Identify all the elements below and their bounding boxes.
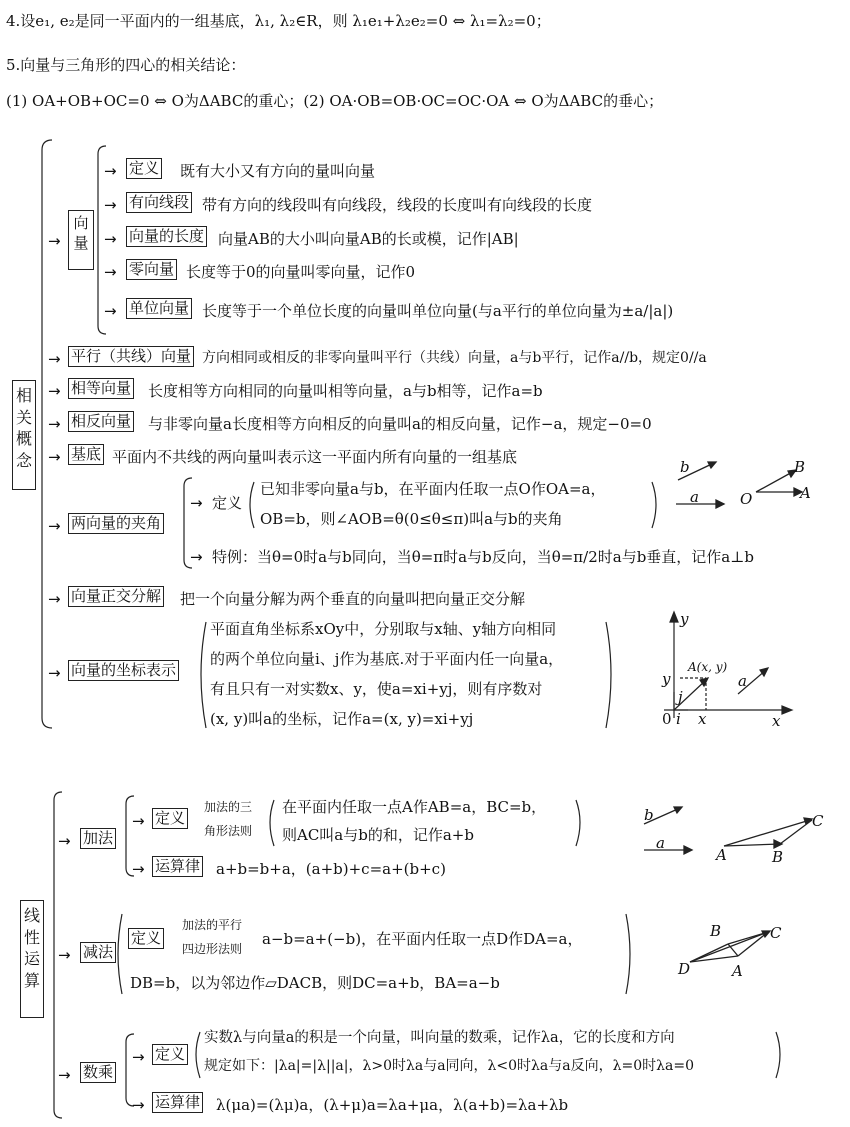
arrow-icon: →: [190, 494, 203, 512]
box-unit-vector: 单位向量: [126, 298, 192, 319]
coord-line1: 平面直角坐标系xOy中，分别取与x轴、y轴方向相同: [210, 620, 557, 638]
arrow-icon: →: [132, 1048, 145, 1066]
fig-coord-origin: 0: [662, 710, 672, 728]
fig-add-A: A: [716, 846, 727, 864]
box-coordinate: 向量的坐标表示: [68, 660, 179, 681]
add-line2: 则AC叫a与b的和，记作a+b: [282, 826, 474, 844]
paren-sub-right: [626, 914, 630, 994]
arrow-icon: →: [132, 812, 145, 830]
arrow-icon: →: [104, 263, 117, 281]
box-zero-vector: 零向量: [126, 259, 177, 280]
paren-sub-left: [118, 914, 122, 994]
mul-law: λ(μa)=(λμ)a，(λ+μ)a=λa+μa，λ(a+b)=λa+λb: [216, 1096, 569, 1114]
fig-coord-j: j: [678, 688, 683, 706]
box-opposite-vector: 相反向量: [68, 411, 134, 432]
paren-angle-right: [652, 482, 656, 528]
fig-angle-b: b: [680, 458, 690, 476]
fig-coord-point-A: A(x, y): [688, 660, 728, 674]
box-directed-segment: 有向线段: [126, 192, 192, 213]
sub-line1: a−b=a+(−b)，在平面内任取一点D作DA=a，: [262, 930, 583, 948]
box-vector-length: 向量的长度: [126, 226, 207, 247]
fig-angle-B: B: [794, 458, 806, 476]
text-vector-length: 向量AB的大小叫向量AB的长或模，记作|AB|: [218, 230, 519, 248]
arrow-icon: →: [48, 350, 61, 368]
fig-add-a: a: [656, 834, 665, 852]
figure-sub: [690, 931, 770, 962]
text-basis: 平面内不共线的两向量叫表示这一平面内所有向量的一组基底: [112, 448, 518, 466]
fig-add-B: B: [772, 848, 784, 866]
text-opposite-vector: 与非零向量a长度相等方向相反的向量叫a的相反向量，记作−a，规定−0=0: [148, 415, 652, 433]
fig-sub-B: B: [710, 922, 722, 940]
arrow-icon: →: [132, 860, 145, 878]
arrow-icon: →: [48, 448, 61, 466]
box-mul-def: 定义: [152, 1044, 188, 1065]
paren-coord-right: [606, 622, 611, 728]
angle-def-line2: OB=b，则∠AOB=θ(0≤θ≤π)叫a与b的夹角: [260, 510, 563, 528]
arrow-icon: →: [104, 302, 117, 320]
arrow-icon: →: [48, 382, 61, 400]
related-concepts-title: 相关概念: [12, 380, 36, 490]
fig-coord-a: a: [738, 672, 747, 690]
brace-related-concepts: [42, 140, 52, 728]
box-scalar-mult: 数乘: [80, 1062, 116, 1083]
arrow-icon: →: [48, 664, 61, 682]
box-angle: 两向量的夹角: [68, 513, 164, 534]
paren-add-left: [270, 800, 274, 846]
arrow-icon: →: [104, 230, 117, 248]
mul-line1: 实数λ与向量a的积是一个向量，叫向量的数乘，记作λa，它的长度和方向: [204, 1030, 675, 1046]
coord-line4: (x, y)叫a的坐标，记作a=(x, y)=xi+yj: [210, 710, 474, 728]
intro-line-6: (1) OA+OB+OC=0 ⇔ O为ΔABC的重心；(2) OA·OB=OB·OC=OC·OA ⇔ O为ΔABC的垂心；: [6, 92, 664, 110]
box-parallel-vector: 平行（共线）向量: [68, 346, 194, 367]
fig-angle-a: a: [690, 488, 699, 506]
coord-line3: 有且只有一对实数x、y，使a=xi+yj，则有序数对: [210, 680, 543, 698]
text-unit-vector: 长度等于一个单位长度的向量叫单位向量(与a平行的单位向量为±a/|a|): [202, 302, 674, 320]
text-definition: 既有大小又有方向的量叫向量: [180, 162, 376, 180]
intro-line-4: 4.设e₁, e₂是同一平面内的一组基底，λ₁, λ₂∈R，则 λ₁e₁+λ₂e₂=0 ⇔ λ₁=λ₂=0；: [6, 12, 551, 30]
box-addition: 加法: [80, 828, 116, 849]
arrow-icon: →: [104, 162, 117, 180]
box-sub-def: 定义: [128, 928, 164, 949]
sub-note-1: 加法的平行: [182, 918, 243, 932]
arrow-icon: →: [58, 946, 71, 964]
add-law: a+b=b+a，(a+b)+c=a+(b+c): [216, 860, 446, 878]
add-line1: 在平面内任取一点A作AB=a，BC=b，: [282, 798, 547, 816]
paren-mul-left: [196, 1032, 200, 1078]
fig-sub-C: C: [770, 924, 782, 942]
arrow-icon: →: [48, 517, 61, 535]
box-add-def: 定义: [152, 808, 188, 829]
arrow-icon: →: [48, 232, 61, 250]
arrow-icon: →: [58, 832, 71, 850]
coord-line2: 的两个单位向量i、j作为基底.对于平面内任一向量a，: [210, 650, 564, 668]
text-orthogonal: 把一个向量分解为两个垂直的向量叫把向量正交分解: [180, 590, 526, 608]
sub-line2: DB=b，以为邻边作▱DACB，则DC=a+b，BA=a−b: [130, 974, 500, 992]
add-note-2: 角形法则: [204, 824, 253, 838]
box-orthogonal: 向量正交分解: [68, 586, 164, 607]
paren-angle-left: [250, 482, 254, 528]
paren-coord-left: [201, 622, 206, 728]
vector-label: 向量: [68, 210, 94, 270]
fig-add-b: b: [644, 806, 654, 824]
fig-add-C: C: [812, 812, 824, 830]
figure-add: [644, 807, 812, 854]
arrow-icon: →: [104, 196, 117, 214]
arrow-icon: →: [48, 590, 61, 608]
linear-ops-title: 线性运算: [20, 900, 44, 1018]
sub-note-2: 四边形法则: [182, 942, 243, 956]
fig-angle-O: O: [740, 490, 753, 508]
box-mul-law: 运算律: [152, 1092, 203, 1113]
text-zero-vector: 长度等于0的向量叫零向量，记作0: [186, 263, 416, 281]
fig-coord-i: i: [676, 710, 681, 728]
fig-coord-x-label: x: [698, 710, 707, 728]
fig-sub-D: D: [678, 960, 691, 978]
arrow-icon: →: [58, 1066, 71, 1084]
paren-add-right: [576, 800, 580, 846]
arrow-icon: →: [132, 1096, 145, 1114]
angle-def-line1: 已知非零向量a与b，在平面内任取一点O作OA=a，: [260, 480, 606, 498]
fig-coord-y-label: y: [662, 670, 671, 688]
fig-angle-A: A: [800, 484, 811, 502]
arrow-icon: →: [48, 415, 61, 433]
fig-coord-y-axis: y: [680, 610, 689, 628]
angle-def-label: 定义: [212, 494, 243, 512]
fig-coord-x-axis: x: [772, 712, 781, 730]
text-equal-vector: 长度相等方向相同的向量叫相等向量，a与b相等，记作a=b: [148, 382, 543, 400]
box-add-law: 运算律: [152, 856, 203, 877]
add-note-1: 加法的三: [204, 800, 253, 814]
mul-line2: 规定如下：|λa|=|λ||a|，λ>0时λa与a同向，λ<0时λa与a反向，λ=0时λa=0: [204, 1058, 694, 1074]
text-parallel-vector: 方向相同或相反的非零向量叫平行（共线）向量，a与b平行，记作a//b，规定0//a: [202, 350, 707, 366]
paren-mul-right: [776, 1032, 780, 1078]
box-definition: 定义: [126, 158, 162, 179]
arrow-icon: →: [190, 548, 203, 566]
intro-line-5: 5.向量与三角形的四心的相关结论：: [6, 56, 246, 74]
fig-sub-A: A: [732, 962, 743, 980]
box-basis: 基底: [68, 444, 104, 465]
box-subtraction: 减法: [80, 942, 116, 963]
box-equal-vector: 相等向量: [68, 378, 134, 399]
angle-special: 特例：当θ=0时a与b同向，当θ=π时a与b反向，当θ=π/2时a与b垂直，记作a⊥b: [212, 548, 754, 566]
text-directed-segment: 带有方向的线段叫有向线段，线段的长度叫有向线段的长度: [202, 196, 593, 214]
